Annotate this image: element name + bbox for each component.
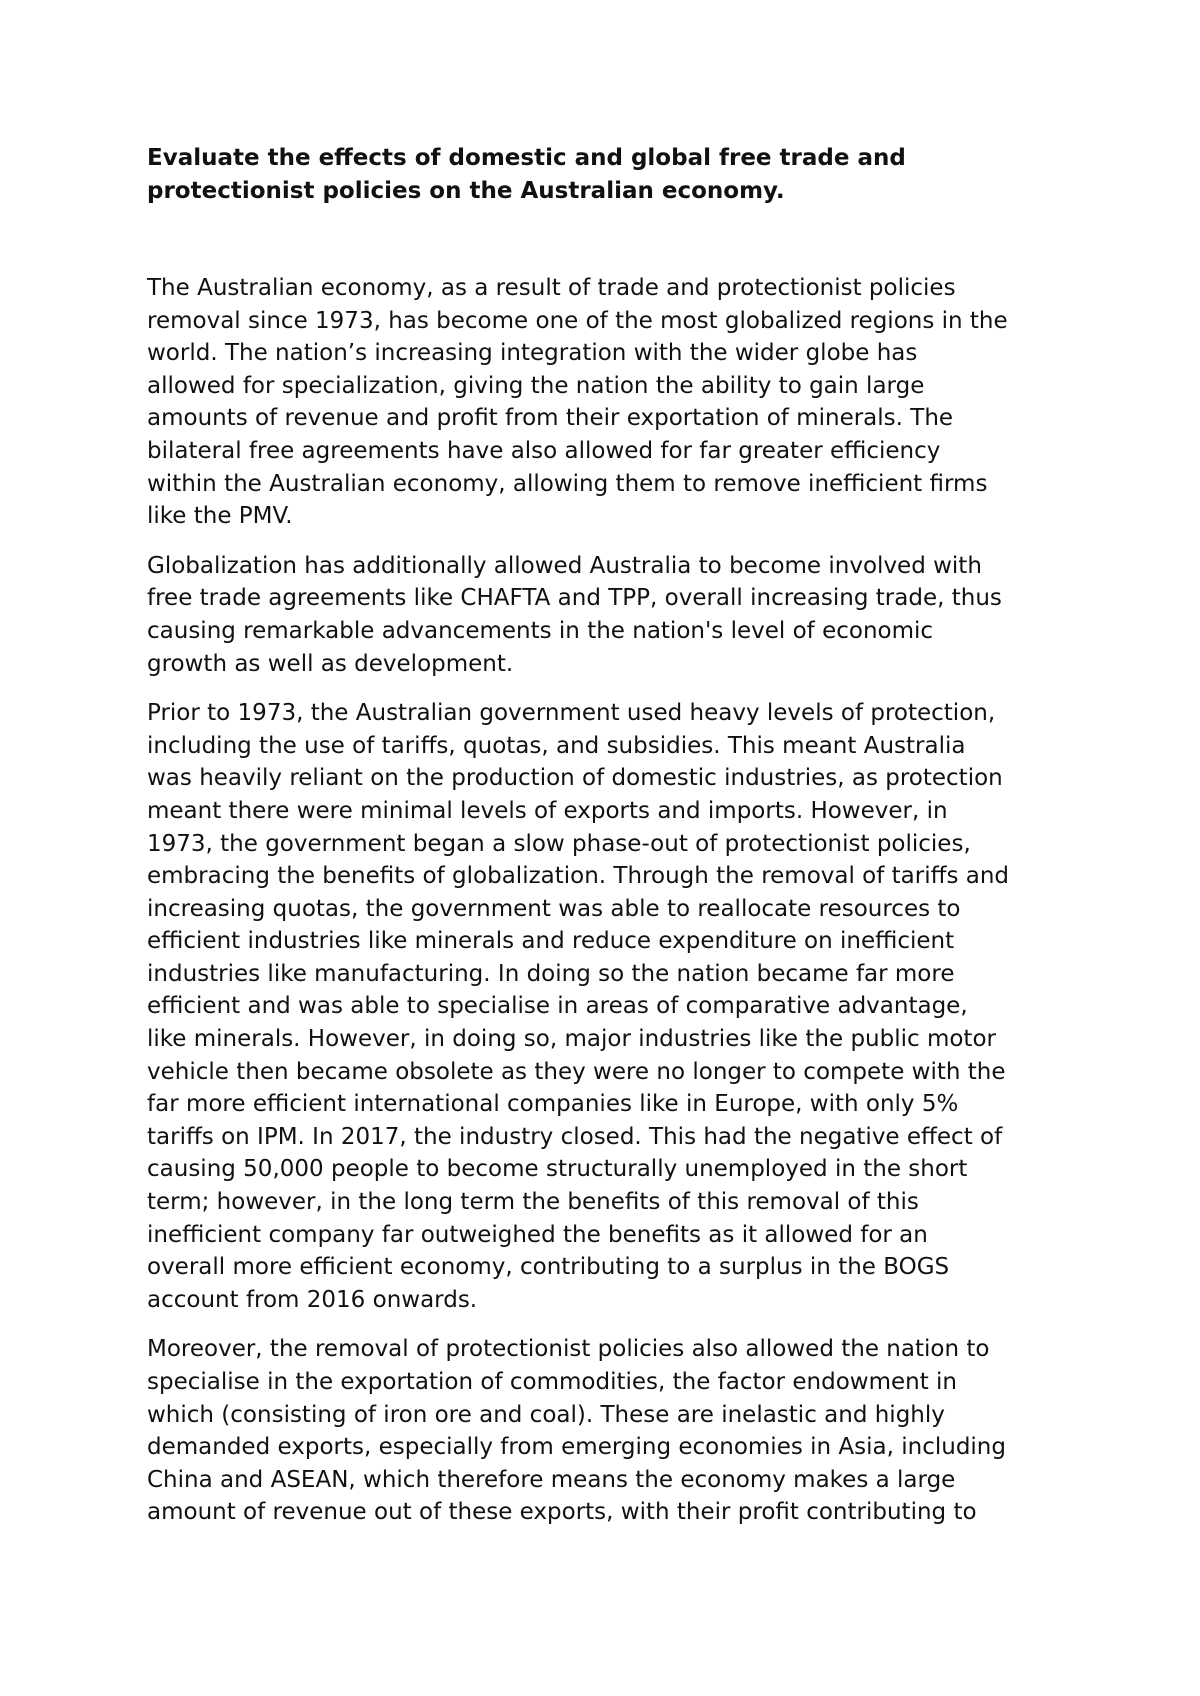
- text-line: tariffs on IPM. In 2017, the industry closed. This had the negative effect of: [147, 1123, 1003, 1150]
- text-line: Globalization has additionally allowed Australia to become involved with: [147, 552, 982, 579]
- title-line: protectionist policies on the Australian economy.: [147, 178, 785, 204]
- paragraph-history: [147, 697, 1077, 1316]
- text-line: vehicle then became obsolete as they were no longer to compete with the: [147, 1058, 1006, 1085]
- text-line: increasing quotas, the government was able to reallocate resources to: [147, 895, 961, 922]
- text-line: China and ASEAN, which therefore means the economy makes a large: [147, 1466, 956, 1493]
- text-line: Moreover, the removal of protectionist policies also allowed the nation to: [147, 1336, 990, 1363]
- text-line: causing 50,000 people to become structurally unemployed in the short: [147, 1156, 968, 1183]
- paragraph-specialisation: [147, 1333, 1077, 1529]
- text-line: industries like manufacturing. In doing so the nation became far more: [147, 960, 955, 987]
- text-line: amounts of revenue and profit from their exportation of minerals. The: [147, 405, 954, 432]
- essay-title: [147, 142, 1077, 208]
- text-line: embracing the benefits of globalization. Through the removal of tariffs and: [147, 863, 1010, 890]
- text-line: growth as well as development.: [147, 650, 514, 677]
- text-line: The Australian economy, as a result of trade and protectionist policies: [147, 275, 956, 301]
- text-line: was heavily reliant on the production of domestic industries, as protection: [147, 765, 1003, 792]
- text-line: efficient and was able to specialise in areas of comparative advantage,: [147, 993, 968, 1020]
- text-line: efficient industries like minerals and reduce expenditure on inefficient: [147, 928, 955, 955]
- text-line: far more efficient international companies like in Europe, with only 5%: [147, 1091, 959, 1118]
- text-line: world. The nation’s increasing integration with the wider globe has: [147, 340, 918, 367]
- text-line: which (consisting of iron ore and coal). These are inelastic and highly: [147, 1401, 945, 1428]
- text-line: overall more efficient economy, contributing to a surplus in the BOGS: [147, 1254, 950, 1281]
- text-line: removal since 1973, has become one of the most globalized regions in the: [147, 307, 1008, 334]
- text-line: 1973, the government began a slow phase-out of protectionist policies,: [147, 830, 971, 857]
- document-body: [147, 142, 1077, 1546]
- text-line: inefficient company far outweighed the benefits as it allowed for an: [147, 1221, 928, 1248]
- paragraph-globalization: [147, 550, 1077, 680]
- text-line: bilateral free agreements have also allowed for far greater efficiency: [147, 437, 941, 464]
- text-line: free trade agreements like CHAFTA and TPP, overall increasing trade, thus: [147, 585, 1002, 612]
- text-line: causing remarkable advancements in the nation's level of economic: [147, 617, 934, 644]
- text-line: demanded exports, especially from emerging economies in Asia, including: [147, 1434, 1006, 1461]
- text-line: term; however, in the long term the benefits of this removal of this: [147, 1189, 919, 1216]
- text-line: like the PMV.: [147, 503, 293, 530]
- text-line: meant there were minimal levels of exports and imports. However, in: [147, 797, 948, 824]
- text-line: including the use of tariffs, quotas, and subsidies. This meant Australia: [147, 732, 966, 759]
- text-line: allowed for specialization, giving the nation the ability to gain large: [147, 372, 925, 399]
- text-line: Prior to 1973, the Australian government used heavy levels of protection,: [147, 700, 996, 727]
- text-line: amount of revenue out of these exports, with their profit contributing to: [147, 1499, 977, 1526]
- text-line: within the Australian economy, allowing them to remove inefficient firms: [147, 470, 988, 497]
- text-line: like minerals. However, in doing so, major industries like the public motor: [147, 1026, 996, 1053]
- text-line: specialise in the exportation of commodities, the factor endowment in: [147, 1369, 958, 1395]
- text-line: account from 2016 onwards.: [147, 1286, 478, 1313]
- title-line: Evaluate the effects of domestic and global free trade and: [147, 145, 906, 171]
- paragraph-intro: [147, 272, 1077, 533]
